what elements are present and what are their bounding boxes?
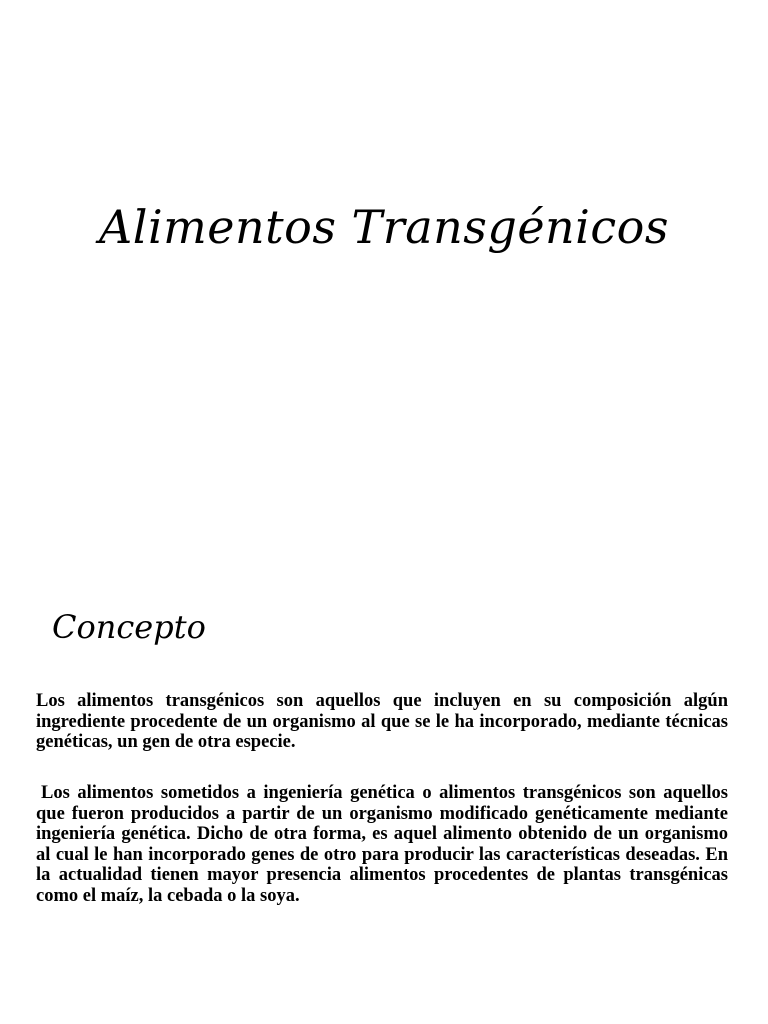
paragraph-explanation: Los alimentos sometidos a ingeniería genética o alimentos transgénicos son aquellos que fueron producidos a partir de un organismo modificado genéticamente mediante ingeniería genética. Dicho de otra forma, es aquel alimento obtenido de un organismo al cual le han incorporado genes de otro para producir las características deseadas. En la actualidad tienen mayor presencia alimentos procedentes de plantas transgénicas como el maíz, la cebada o la soya. <box>36 783 728 906</box>
document-title: Alimentos Transgénicos <box>99 200 669 254</box>
paragraph-definition: Los alimentos transgénicos son aquellos que incluyen en su composición algún ingrediente procedente de un organismo al que se le ha incorporado, mediante técnicas genéticas, un gen de otra especie. <box>36 691 728 752</box>
section-heading: Concepto <box>52 608 206 646</box>
